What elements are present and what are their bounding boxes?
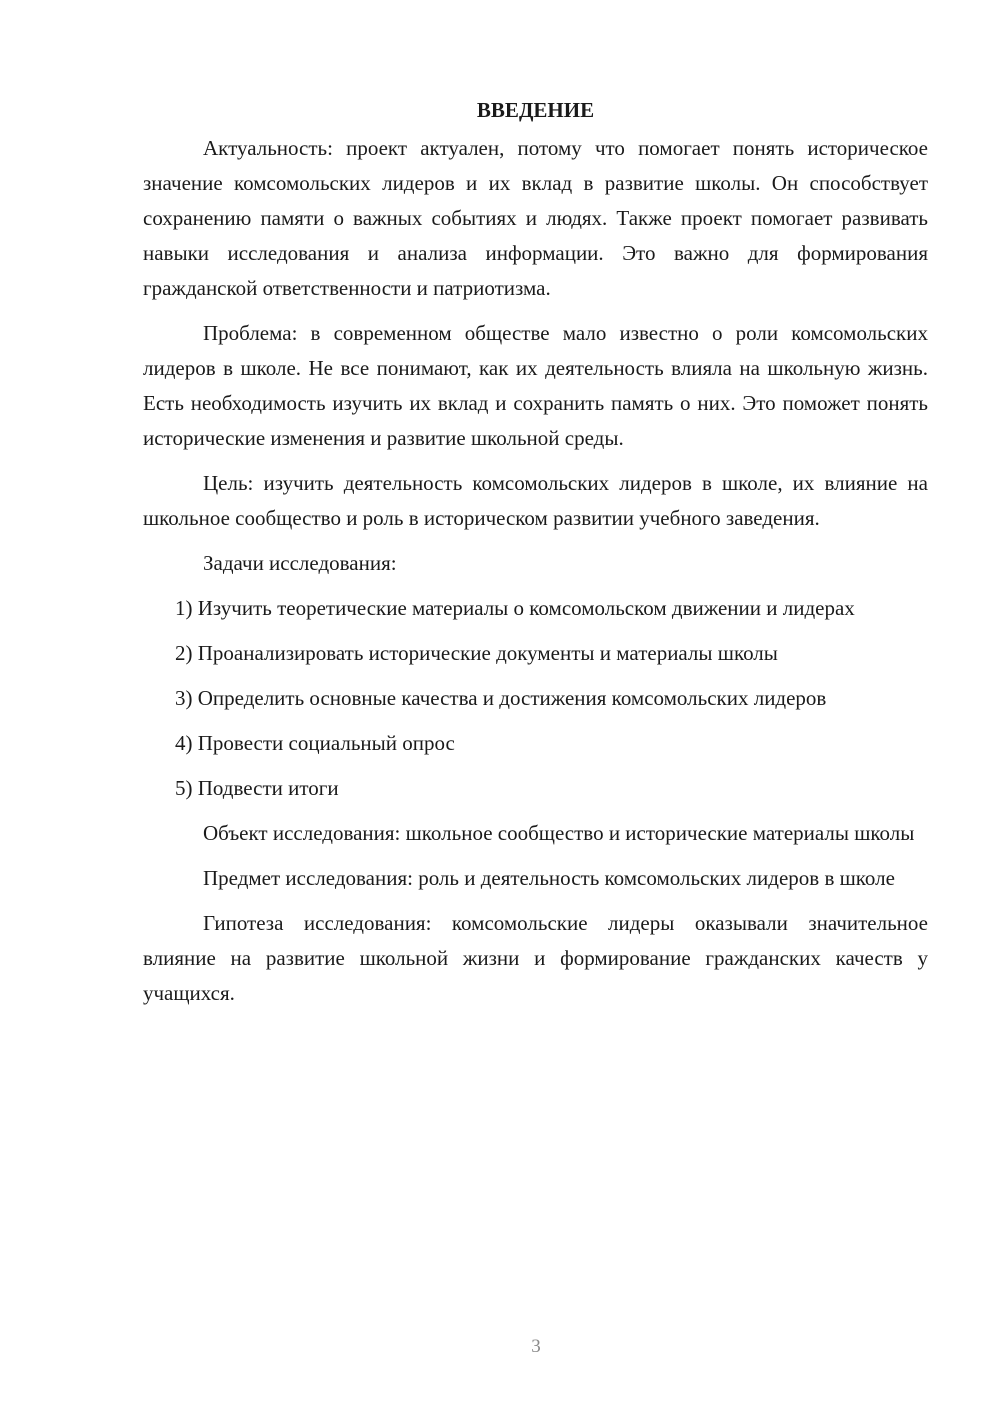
object-paragraph: Объект исследования: школьное сообщество и исторические материалы школы: [203, 821, 915, 845]
page-number: 3: [531, 1336, 541, 1357]
task-item-5: 5) Подвести итоги: [175, 776, 339, 800]
subject-paragraph: Предмет исследования: роль и деятельность комсомольских лидеров в школе: [203, 866, 895, 890]
problem-paragraph: Проблема: в современном обществе мало известно о роли комсомольских лидеров в школе. Не все понимают, как их деятельность влияла на школьную жизнь. Есть необходимость изучить их вклад и сохранить память о них. Это поможет понять исторические изменения и развитие школьной среды.: [143, 321, 928, 450]
task-item-2: 2) Проанализировать исторические документы и материалы школы: [175, 641, 778, 665]
document-page: [143, 95, 928, 1011]
task-item-4: 4) Провести социальный опрос: [175, 731, 455, 755]
tasks-title: Задачи исследования:: [203, 551, 397, 575]
document-heading: ВВЕДЕНИЕ: [476, 98, 595, 122]
hypothesis-paragraph: Гипотеза исследования: комсомольские лидеры оказывали значительное влияние на развитие школьной жизни и формирование гражданских качеств у учащихся.: [143, 911, 928, 1005]
task-item-3: 3) Определить основные качества и достижения комсомольских лидеров: [175, 686, 827, 710]
task-item-1: 1) Изучить теоретические материалы о комсомольском движении и лидерах: [175, 596, 855, 620]
goal-paragraph: Цель: изучить деятельность комсомольских лидеров в школе, их влияние на школьное сообщество и роль в историческом развитии учебного заведения.: [143, 471, 928, 530]
actuality-paragraph: Актуальность: проект актуален, потому что помогает понять историческое значение комсомольских лидеров и их вклад в развитие школы. Он способствует сохранению памяти о важных событиях и людях. Также проект помогает развивать навыки исследования и анализа информации. Это важно для формирования гражданской ответственности и патриотизма.: [143, 136, 928, 300]
